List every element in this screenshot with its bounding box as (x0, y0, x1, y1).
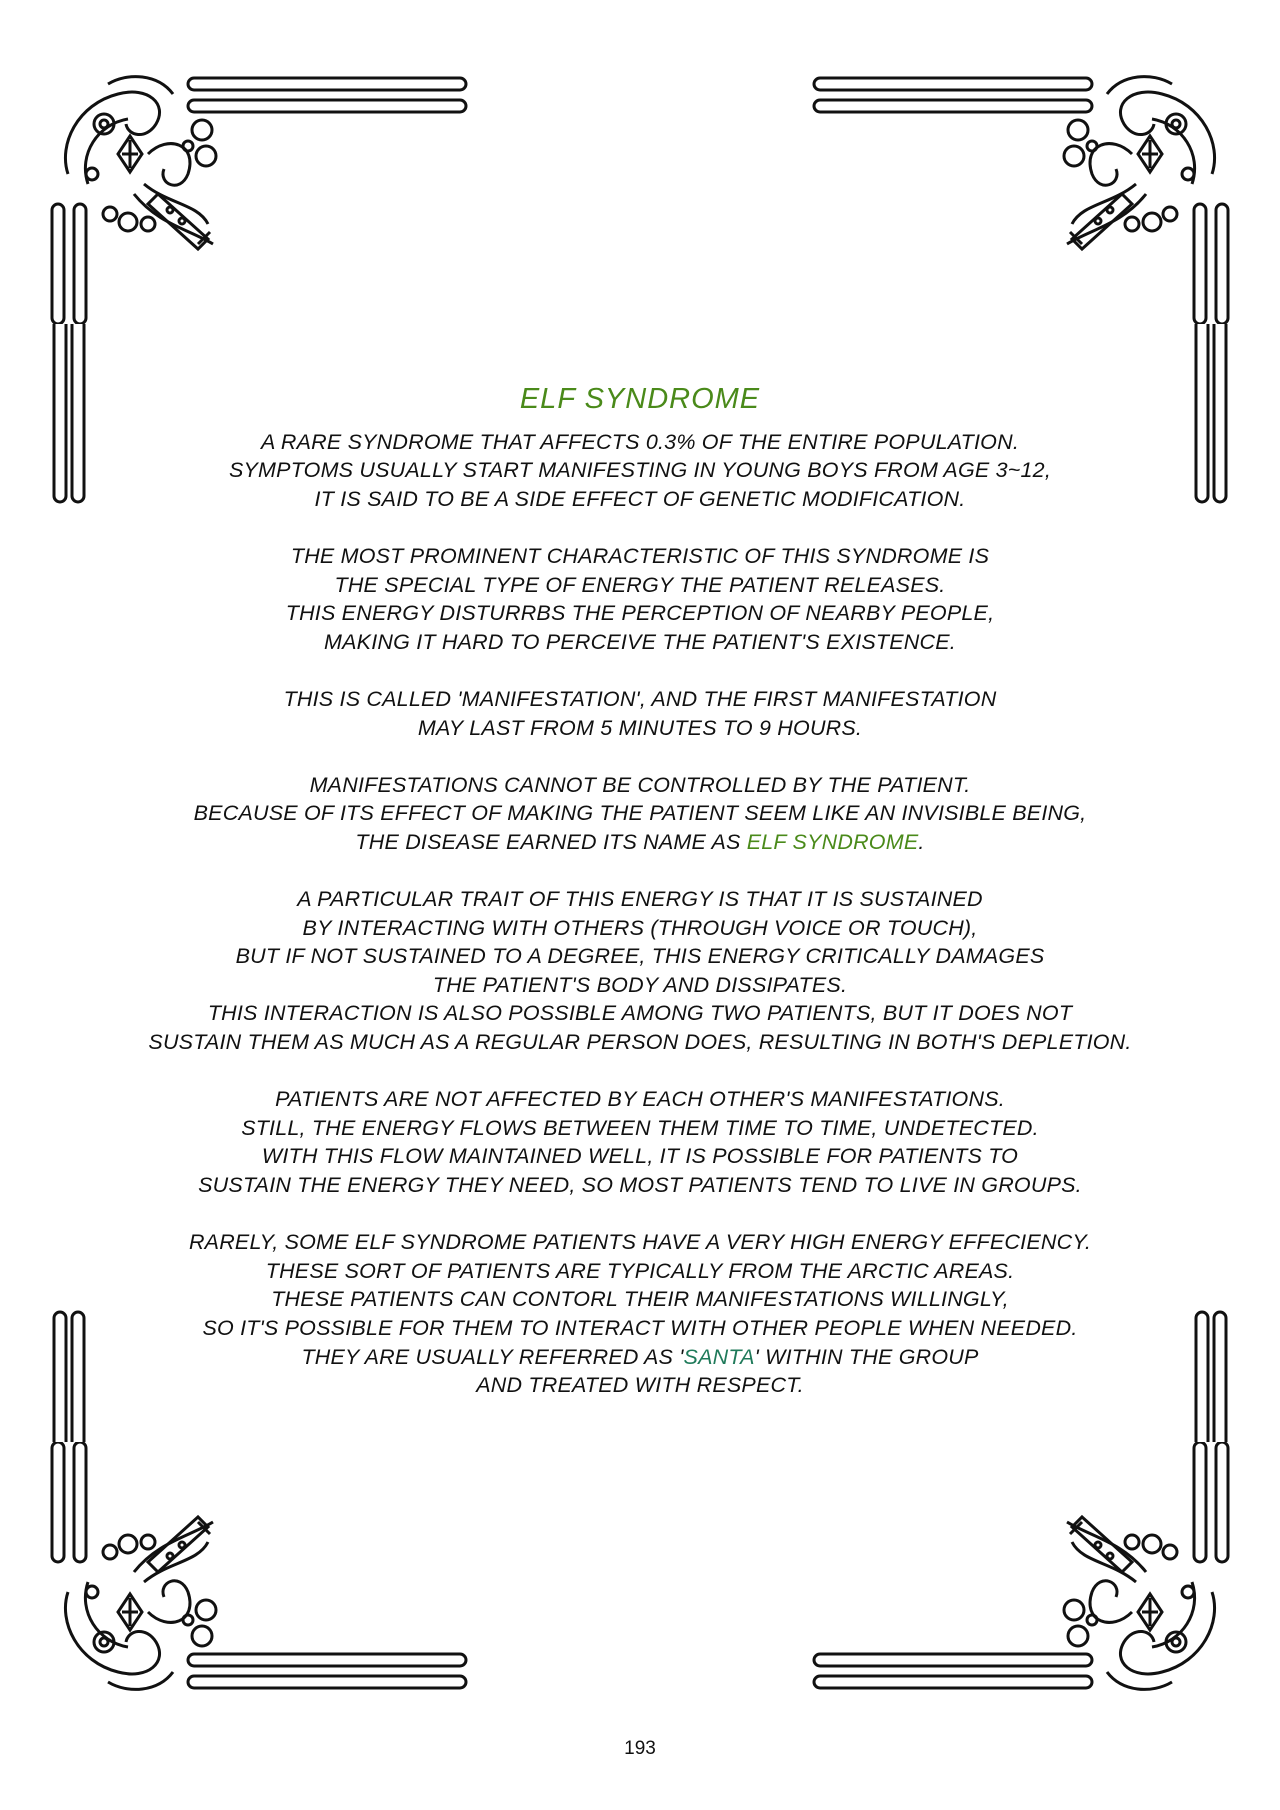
text-line: THE MOST PROMINENT CHARACTERISTIC OF THIS SYNDROME IS (290, 543, 990, 568)
text-line: BY INTERACTING WITH OTHERS (THROUGH VOICE OR TOUCH), (302, 915, 978, 940)
text-line: SUSTAIN THE ENERGY THEY NEED, SO MOST PATIENTS TEND TO LIVE IN GROUPS. (198, 1173, 1082, 1198)
text-line: BUT IF NOT SUSTAINED TO A DEGREE, THIS ENERGY CRITICALLY DAMAGES (235, 944, 1045, 969)
paragraph-3 (110, 685, 1170, 742)
text-line: MANIFESTATIONS CANNOT BE CONTROLLED BY THE PATIENT. (309, 772, 971, 797)
celtic-knot-corner-icon (812, 1442, 1232, 1702)
page-number: 193 (624, 1738, 656, 1759)
text-line: MAY LAST FROM 5 MINUTES TO 9 HOURS. (417, 715, 863, 740)
text-line: PATIENTS ARE NOT AFFECTED BY EACH OTHER'S MANIFESTATIONS. (275, 1087, 1005, 1112)
left-rail-upper (52, 324, 86, 504)
text-line: SYMPTOMS USUALLY START MANIFESTING IN YOUNG BOYS FROM AGE 3~12, (228, 458, 1052, 483)
text-line: THE SPECIAL TYPE OF ENERGY THE PATIENT RELEASES. (334, 572, 946, 597)
corner-ornament-top-left (48, 64, 468, 324)
text-line: WITH THIS FLOW MAINTAINED WELL, IT IS POSSIBLE FOR PATIENTS TO (261, 1144, 1019, 1169)
text-fragment: . (918, 829, 925, 854)
text-line: THESE SORT OF PATIENTS ARE TYPICALLY FROM THE ARCTIC AREAS. (265, 1258, 1015, 1283)
text-line: THE PATIENT'S BODY AND DISSIPATES. (432, 972, 848, 997)
text-fragment: THEY ARE USUALLY REFERRED AS ' (301, 1344, 684, 1369)
text-line: MAKING IT HARD TO PERCEIVE THE PATIENT'S EXISTENCE. (324, 629, 956, 654)
right-rail-upper (1194, 324, 1228, 504)
paragraph-7 (110, 1228, 1170, 1400)
text-line: THESE PATIENTS CAN CONTORL THEIR MANIFESTATIONS WILLINGLY, (271, 1287, 1009, 1312)
text-line: BECAUSE OF ITS EFFECT OF MAKING THE PATIENT SEEM LIKE AN INVISIBLE BEING, (193, 801, 1087, 826)
text-line: A RARE SYNDROME THAT AFFECTS 0.3% OF THE ENTIRE POPULATION. (260, 429, 1020, 454)
paragraph-5 (110, 885, 1170, 1057)
paragraph-1 (110, 428, 1170, 514)
paragraph-4 (110, 771, 1170, 857)
celtic-knot-corner-icon (48, 1442, 468, 1702)
article-body (110, 385, 1170, 1428)
page-title: ELF SYNDROME (519, 383, 761, 415)
paragraph-6 (110, 1085, 1170, 1199)
text-line: IT IS SAID TO BE A SIDE EFFECT OF GENETIC MODIFICATION. (314, 486, 966, 511)
highlight-santa: SANTA (683, 1344, 755, 1369)
text-line: SUSTAIN THEM AS MUCH AS A REGULAR PERSON DOES, RESULTING IN BOTH'S DEPLETION. (148, 1030, 1132, 1055)
text-line (110, 1343, 1170, 1372)
text-line: SO IT'S POSSIBLE FOR THEM TO INTERACT WITH OTHER PEOPLE WHEN NEEDED. (202, 1316, 1078, 1340)
text-line: RARELY, SOME ELF SYNDROME PATIENTS HAVE A VERY HIGH ENERGY EFFECIENCY. (188, 1230, 1092, 1255)
celtic-knot-corner-icon (48, 64, 468, 324)
text-fragment: ' WITHIN THE GROUP (754, 1344, 979, 1369)
text-line: THIS INTERACTION IS ALSO POSSIBLE AMONG TWO PATIENTS, BUT IT DOES NOT (207, 1001, 1073, 1026)
text-line: AND TREATED WITH RESPECT. (476, 1373, 804, 1398)
corner-ornament-bottom-right (812, 1442, 1232, 1702)
text-line: A PARTICULAR TRAIT OF THIS ENERGY IS THAT IT IS SUSTAINED (297, 887, 983, 912)
text-line: THIS IS CALLED 'MANIFESTATION', AND THE FIRST MANIFESTATION (283, 686, 997, 711)
paragraph-2 (110, 542, 1170, 656)
corner-ornament-bottom-left (48, 1442, 468, 1702)
left-rail-lower (52, 1310, 86, 1442)
text-fragment: THE DISEASE EARNED ITS NAME AS (355, 829, 747, 854)
corner-ornament-top-right (812, 64, 1232, 324)
text-line (110, 828, 1170, 857)
highlight-elf-syndrome: ELF SYNDROME (746, 829, 919, 854)
text-line: STILL, THE ENERGY FLOWS BETWEEN THEM TIME TO TIME, UNDETECTED. (241, 1115, 1039, 1140)
text-line: THIS ENERGY DISTURRBS THE PERCEPTION OF NEARBY PEOPLE, (285, 601, 995, 626)
celtic-knot-corner-icon (812, 64, 1232, 324)
right-rail-lower (1194, 1310, 1228, 1442)
